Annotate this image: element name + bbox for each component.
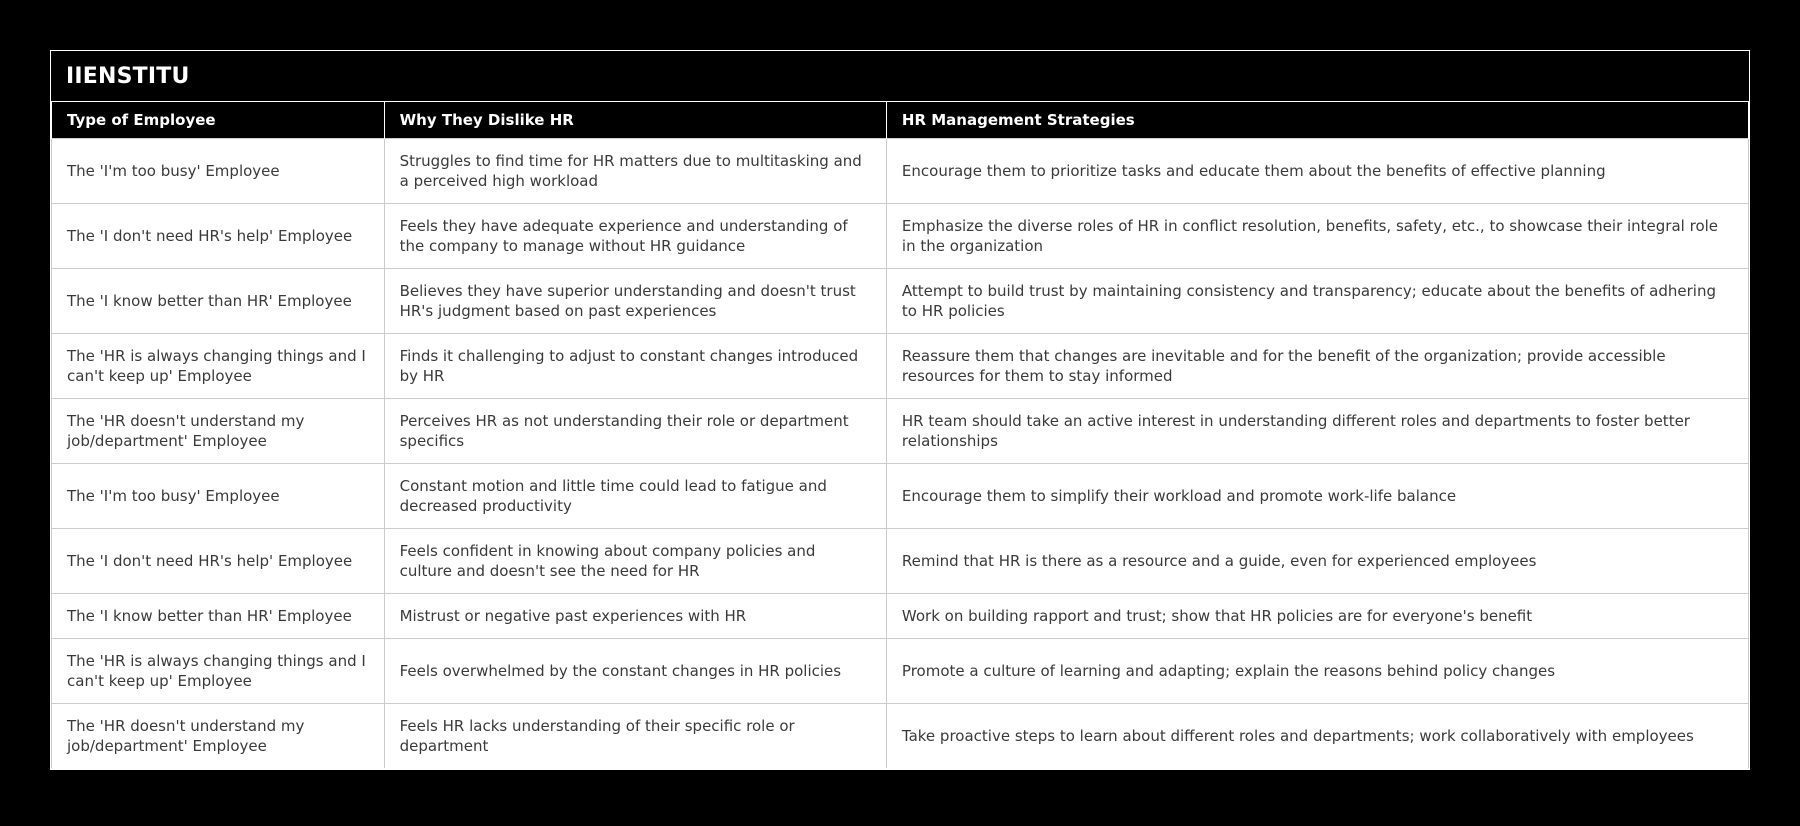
dislike-reason-cell: Feels they have adequate experience and understanding of the company to manage without HR guidance	[384, 204, 886, 269]
column-header-why-they-dislike-hr: Why They Dislike HR	[384, 102, 886, 139]
employee-type-cell: The 'I know better than HR' Employee	[52, 269, 385, 334]
hr-strategy-cell: Encourage them to prioritize tasks and educate them about the benefits of effective planning	[886, 139, 1748, 204]
dislike-reason-cell: Feels HR lacks understanding of their specific role or department	[384, 704, 886, 769]
dislike-reason-cell: Mistrust or negative past experiences with HR	[384, 594, 886, 639]
employee-type-cell: The 'HR is always changing things and I can't keep up' Employee	[52, 334, 385, 399]
hr-strategy-cell: Remind that HR is there as a resource and a guide, even for experienced employees	[886, 529, 1748, 594]
employee-type-cell: The 'I don't need HR's help' Employee	[52, 529, 385, 594]
table-row	[52, 334, 1749, 399]
table-row	[52, 594, 1749, 639]
table-body	[52, 139, 1749, 769]
dislike-reason-cell: Feels confident in knowing about company policies and culture and doesn't see the need for HR	[384, 529, 886, 594]
employee-type-cell: The 'I'm too busy' Employee	[52, 464, 385, 529]
employee-type-cell: The 'I don't need HR's help' Employee	[52, 204, 385, 269]
brand-title: IIENSTITU	[66, 64, 190, 89]
hr-strategy-cell: Promote a culture of learning and adapting; explain the reasons behind policy changes	[886, 639, 1748, 704]
hr-strategy-cell: Work on building rapport and trust; show that HR policies are for everyone's benefit	[886, 594, 1748, 639]
table-header-row	[52, 102, 1749, 139]
dislike-reason-cell: Constant motion and little time could lead to fatigue and decreased productivity	[384, 464, 886, 529]
column-header-type-of-employee: Type of Employee	[52, 102, 385, 139]
employee-type-cell: The 'HR doesn't understand my job/department' Employee	[52, 399, 385, 464]
dislike-reason-cell: Feels overwhelmed by the constant changes in HR policies	[384, 639, 886, 704]
dislike-reason-cell: Perceives HR as not understanding their role or department specifics	[384, 399, 886, 464]
table-row	[52, 269, 1749, 334]
table-card	[50, 50, 1750, 770]
column-header-hr-management-strategies: HR Management Strategies	[886, 102, 1748, 139]
employee-type-cell: The 'I'm too busy' Employee	[52, 139, 385, 204]
dislike-reason-cell: Believes they have superior understanding and doesn't trust HR's judgment based on past experiences	[384, 269, 886, 334]
table-row	[52, 399, 1749, 464]
hr-strategy-cell: Attempt to build trust by maintaining consistency and transparency; educate about the benefits of adhering to HR policies	[886, 269, 1748, 334]
table-row	[52, 464, 1749, 529]
hr-strategy-cell: HR team should take an active interest in understanding different roles and departments to foster better relationships	[886, 399, 1748, 464]
table-row	[52, 204, 1749, 269]
hr-strategy-cell: Emphasize the diverse roles of HR in conflict resolution, benefits, safety, etc., to showcase their integral role in the organization	[886, 204, 1748, 269]
hr-strategy-cell: Reassure them that changes are inevitable and for the benefit of the organization; provide accessible resources for them to stay informed	[886, 334, 1748, 399]
employee-type-cell: The 'HR doesn't understand my job/department' Employee	[52, 704, 385, 769]
table-row	[52, 639, 1749, 704]
employee-type-cell: The 'I know better than HR' Employee	[52, 594, 385, 639]
table-row	[52, 139, 1749, 204]
employee-type-cell: The 'HR is always changing things and I can't keep up' Employee	[52, 639, 385, 704]
table-row	[52, 529, 1749, 594]
dislike-reason-cell: Finds it challenging to adjust to constant changes introduced by HR	[384, 334, 886, 399]
hr-strategy-cell: Take proactive steps to learn about different roles and departments; work collaboratively with employees	[886, 704, 1748, 769]
table-row	[52, 704, 1749, 769]
dislike-reason-cell: Struggles to find time for HR matters due to multitasking and a perceived high workload	[384, 139, 886, 204]
hr-strategy-cell: Encourage them to simplify their workload and promote work-life balance	[886, 464, 1748, 529]
hr-employee-types-table	[51, 101, 1749, 769]
